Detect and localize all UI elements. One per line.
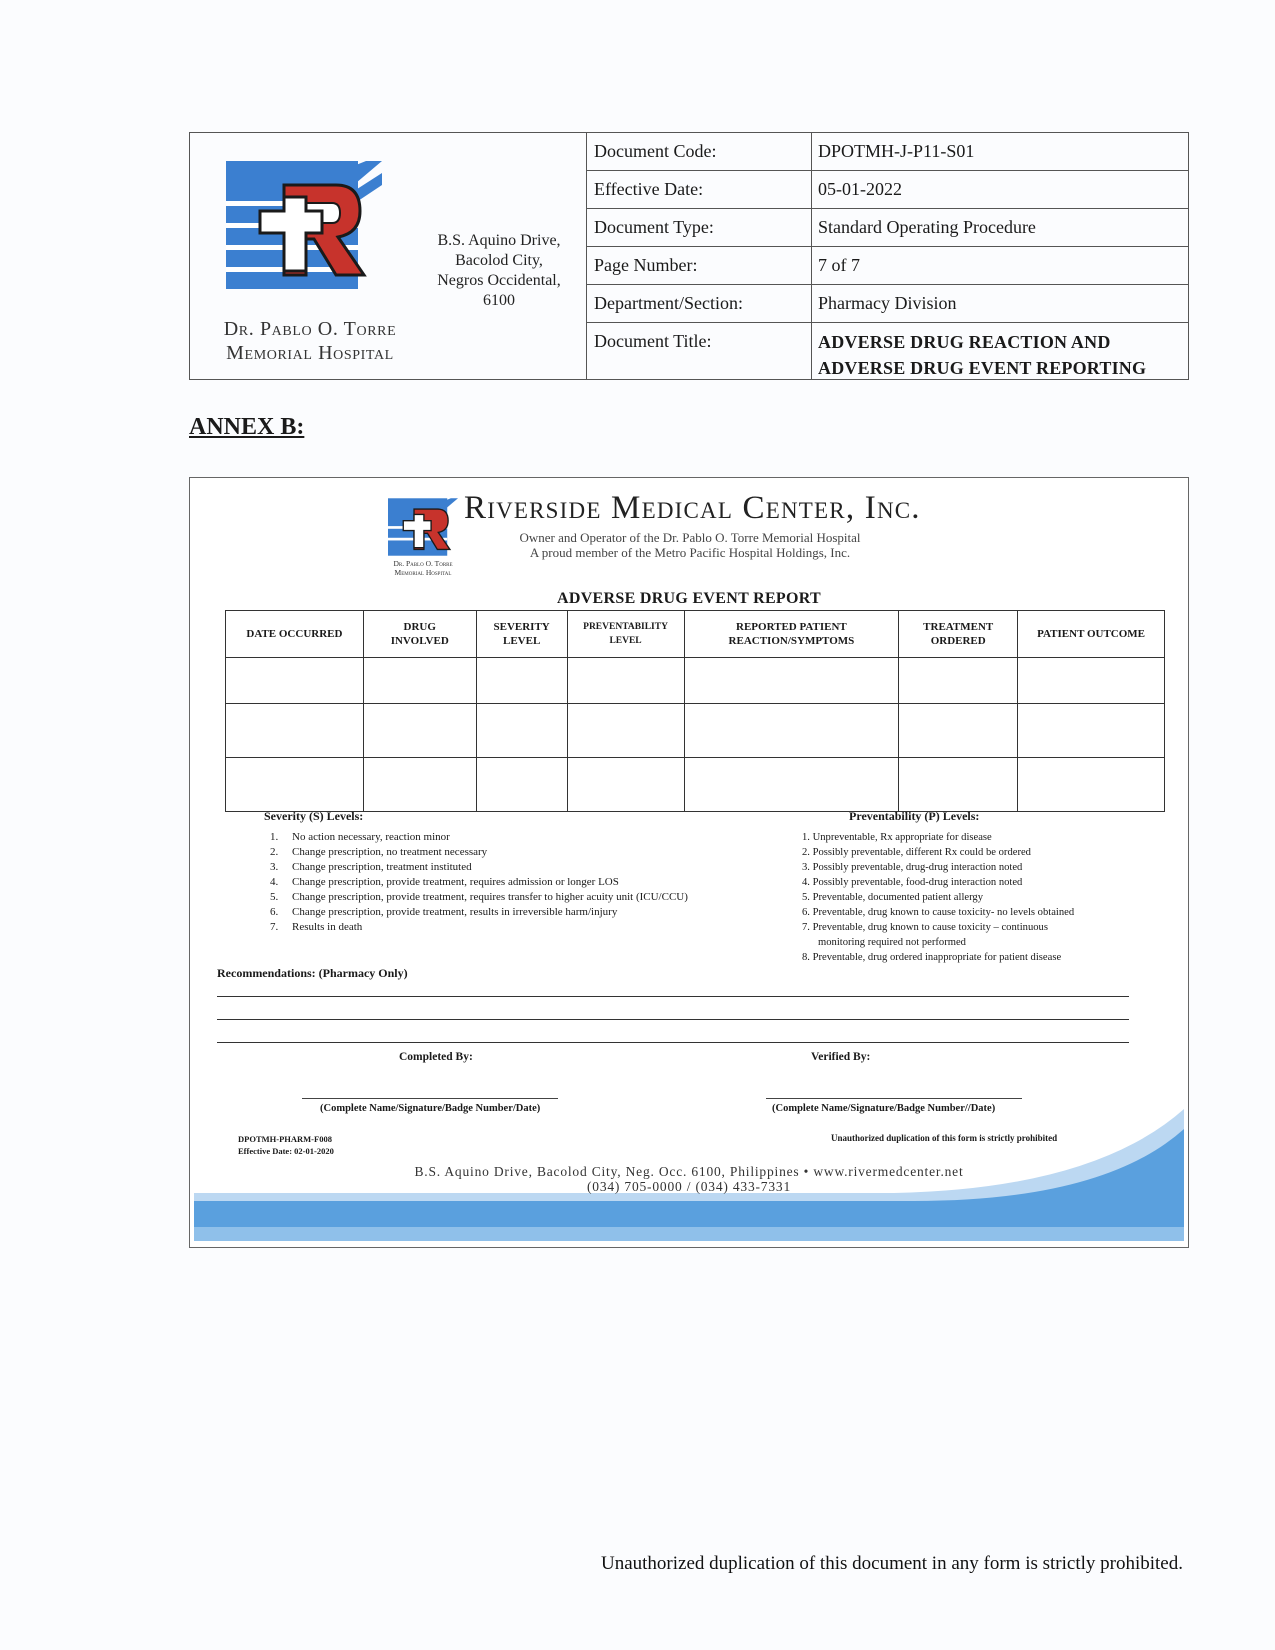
table-cell[interactable] — [567, 758, 684, 812]
recommendations-label: Recommendations: (Pharmacy Only) — [217, 966, 408, 980]
table-cell[interactable] — [899, 758, 1018, 812]
table-row — [226, 758, 1165, 812]
document-header — [189, 132, 1189, 380]
document-meta-table — [587, 133, 1188, 379]
list-item: 4. Possibly preventable, food-drug interaction noted — [802, 877, 1023, 888]
list-item: 6. Change prescription, provide treatment, results in irreversible harm/injury — [270, 906, 618, 918]
col-treatment-ordered: TREATMENT ORDERED — [899, 611, 1018, 658]
table-cell[interactable] — [363, 658, 476, 704]
table-cell[interactable] — [226, 704, 364, 758]
list-item: 1. Unpreventable, Rx appropriate for disease — [802, 832, 992, 843]
form-logo-icon — [388, 496, 458, 558]
completed-by-signature-line[interactable] — [302, 1098, 558, 1099]
list-item: 4. Change prescription, provide treatment, requires admission or longer LOS — [270, 876, 619, 888]
adverse-drug-event-form — [189, 477, 1189, 1248]
table-cell[interactable] — [226, 658, 364, 704]
page-footer-warning: Unauthorized duplication of this document in any form is strictly prohibited. — [600, 1553, 1183, 1574]
table-cell[interactable] — [1018, 758, 1165, 812]
list-item: 7. Preventable, drug known to cause toxicity – continuous — [802, 922, 1048, 933]
col-preventability-level: PREVENTABILITY LEVEL — [567, 611, 684, 658]
table-cell[interactable] — [684, 704, 899, 758]
table-cell[interactable] — [363, 704, 476, 758]
list-item: 1. No action necessary, reaction minor — [270, 831, 450, 843]
meta-row-department: Department/Section: Pharmacy Division — [587, 285, 1188, 323]
list-item: 2. Change prescription, no treatment necessary — [270, 846, 488, 858]
table-cell[interactable] — [684, 658, 899, 704]
table-cell[interactable] — [899, 658, 1018, 704]
hospital-address: B.S. Aquino Drive, Bacolod City, Negros Occidental, 6100 — [437, 232, 561, 309]
list-item: 3. Change prescription, treatment instituted — [270, 861, 472, 873]
verified-by-caption: (Complete Name/Signature/Badge Number//Date) — [772, 1103, 996, 1114]
list-item: 3. Possibly preventable, drug-drug interaction noted — [802, 862, 1023, 873]
meta-row-effective-date: Effective Date: 05-01-2022 — [587, 171, 1188, 209]
form-code: DPOTMH-PHARM-F008 Effective Date: 02-01-2020 — [238, 1134, 334, 1156]
table-cell[interactable] — [567, 658, 684, 704]
table-cell[interactable] — [899, 704, 1018, 758]
table-cell[interactable] — [476, 658, 567, 704]
recommendations-line[interactable] — [217, 1019, 1129, 1020]
col-severity-level: SEVERITY LEVEL — [476, 611, 567, 658]
meta-row-code: Document Code: DPOTMH-J-P11-S01 — [587, 133, 1188, 171]
table-cell[interactable] — [226, 758, 364, 812]
table-cell[interactable] — [1018, 658, 1165, 704]
meta-row-type: Document Type: Standard Operating Procedure — [587, 209, 1188, 247]
hospital-logo-icon — [226, 161, 382, 289]
verified-by-label: Verified By: — [811, 1051, 871, 1063]
meta-row-title: Document Title: ADVERSE DRUG REACTION AND ADVERSE DRUG EVENT REPORTING — [587, 323, 1188, 379]
list-item: 8. Preventable, drug ordered inappropriate for patient disease — [802, 952, 1062, 963]
severity-heading: Severity (S) Levels: — [264, 809, 364, 823]
col-drug-involved: DRUG INVOLVED — [363, 611, 476, 658]
list-item: monitoring required not performed — [818, 937, 966, 948]
header-logo-cell — [190, 133, 587, 379]
table-cell[interactable] — [476, 704, 567, 758]
completed-by-caption: (Complete Name/Signature/Badge Number/Date) — [320, 1103, 541, 1114]
preventability-heading: Preventability (P) Levels: — [849, 809, 980, 823]
document-title: ADVERSE DRUG REACTION AND ADVERSE DRUG EVENT REPORTING — [818, 332, 1147, 378]
form-logo-caption: Dr. Pablo O. Torre Memorial Hospital — [393, 559, 453, 577]
table-cell[interactable] — [1018, 704, 1165, 758]
org-name: Riverside Medical Center, Inc. — [464, 490, 921, 526]
table-cell[interactable] — [476, 758, 567, 812]
recommendations-line[interactable] — [217, 1042, 1129, 1043]
col-reported-reaction: REPORTED PATIENT REACTION/SYMPTOMS — [684, 611, 899, 658]
completed-by-label: Completed By: — [399, 1051, 473, 1063]
hospital-name: Dr. Pablo O. Torre Memorial Hospital — [223, 318, 397, 364]
col-date-occurred: DATE OCCURRED — [226, 611, 364, 658]
verified-by-signature-line[interactable] — [766, 1098, 1022, 1099]
list-item: 5. Change prescription, provide treatment, requires transfer to higher acuity unit (ICU/CCU) — [270, 891, 688, 903]
form-warning: Unauthorized duplication of this form is strictly prohibited — [831, 1133, 1058, 1143]
table-row — [226, 658, 1165, 704]
form-footer-address: B.S. Aquino Drive, Bacolod City, Neg. Occ. 6100, Philippines • www.rivermedcenter.net (034) 705-0000 / (034) 433-7331 — [414, 1164, 964, 1194]
ade-table-header — [226, 611, 1165, 658]
recommendations-line[interactable] — [217, 996, 1129, 997]
meta-row-page: Page Number: 7 of 7 — [587, 247, 1188, 285]
list-item: 7. Results in death — [270, 921, 363, 933]
annex-heading: ANNEX B: — [189, 414, 305, 440]
severity-list — [270, 830, 688, 935]
list-item: 2. Possibly preventable, different Rx could be ordered — [802, 847, 1031, 858]
list-item: 5. Preventable, documented patient allergy — [802, 892, 984, 903]
list-item: 6. Preventable, drug known to cause toxicity- no levels obtained — [802, 907, 1075, 918]
col-patient-outcome: PATIENT OUTCOME — [1018, 611, 1165, 658]
table-row — [226, 704, 1165, 758]
ade-table — [225, 610, 1165, 812]
table-cell[interactable] — [684, 758, 899, 812]
preventability-list — [802, 830, 1132, 965]
table-cell[interactable] — [567, 704, 684, 758]
org-subtitle: Owner and Operator of the Dr. Pablo O. Torre Memorial Hospital A proud member of the Metro Pacific Hospital Holdings, Inc. — [519, 530, 861, 560]
table-cell[interactable] — [363, 758, 476, 812]
report-title: ADVERSE DRUG EVENT REPORT — [556, 590, 821, 607]
